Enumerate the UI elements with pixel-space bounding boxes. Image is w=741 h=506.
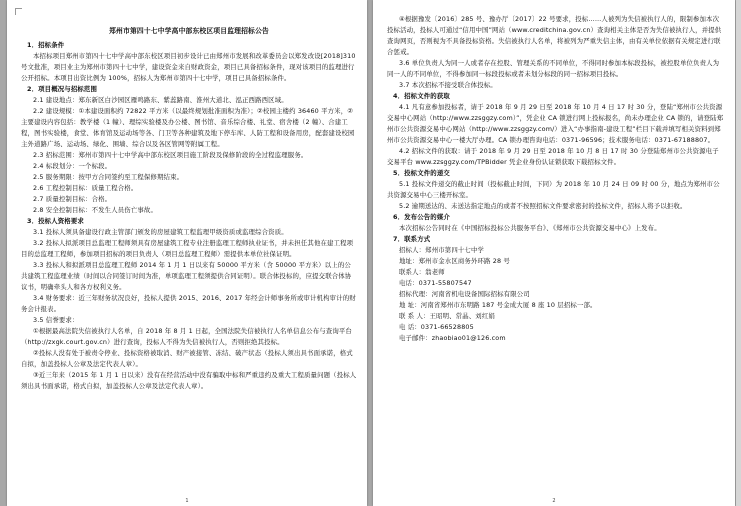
paragraph: 电 话：0371-66528805 [399,323,474,331]
vertical-scrollbar[interactable] [736,0,741,506]
page-number: 1 [185,498,189,504]
paragraph: 2.7 质量控制目标：合格。 [33,195,112,203]
paragraph: 联系人：翁老师 [399,268,445,276]
paragraph: 3.6 单位负责人为同一人或者存在控股、管理关系的不同单位，不得同时参加本标段投标，被控股单位负责人为同一人的不同单位，不得参加同一标段投标或者未划分标段的同一招标项目投标。 [387,59,720,78]
paragraph: ②投标人没有处于被责令停业、投标资格被取消、财产被接管、冻结、破产状态（投标人须出具书面承诺，格式自拟，加盖投标人公章及法定代表人章）。 [21,349,353,368]
paragraph: 招标人：郑州市第四十七中学 [399,246,485,254]
paragraph: 地址：郑州市金水区商务外环路 28 号 [399,257,510,265]
paragraph: 5.1 投标文件递交的截止时间（投标截止时间，下同）为 2018 年 10 月 24 日 09 时 00 分，地点为郑州市公共资源交易中心三楼开标室。 [387,180,720,199]
paragraph: 2.6 工程控制目标：质量工程合格。 [33,184,138,192]
paragraph: 3.7 本次招标不接受联合体投标。 [399,81,497,89]
paragraph: ①根据最高法院失信被执行人名单，自 2018 年 8 月 1 日起，全国法院失信被执行人名单信息公布与查询平台（http://zxgk.court.gov.cn）进行查询，投标人不得为失信被执行人，否则拒绝其投标。 [21,327,352,346]
page-number: 2 [552,498,556,504]
document-page-2 [373,0,735,506]
paragraph: 3.3 投标人和拟派项目总监理工程师 2014 年 1 月 1 日以来有 50000 平方米（含 50000 平方米）以上的公共建筑工程监理业绩（时间以合同签订时间为准，单项监理工程须提供合同证明）。联合体投标的，应提交联合体协议书，明确牵头人和各方权利义务。 [21,261,352,291]
paragraph: 3.5 信誉要求： [33,316,79,324]
paragraph: 本次招标公告同时在《中国招标投标公共服务平台》、《郑州市公共资源交易中心》上发布。 [399,224,661,232]
paragraph: 3.1 投标人须具备建设行政主管部门颁发的房屋建筑工程监理甲级资质或监理综合资质。 [33,228,288,236]
section-heading: 6．发布公告的媒介 [393,213,450,221]
paragraph: 3.4 财务要求：近三年财务状况良好，投标人提供 2015、2016、2017 年经会计师事务所或审计机构审计的财务会计报表。 [21,294,356,313]
section-heading: 3．投标人资格要求 [27,217,84,225]
paragraph: 2.8 安全控制目标：不发生人员伤亡事故。 [33,206,157,214]
paragraph: 电子邮件：zhaobiao01@126.com [399,334,506,342]
paragraph: 2.4 标段划分：一个标段。 [33,162,112,170]
section-heading: 5．投标文件的递交 [393,169,450,177]
section-heading: 4．招标文件的获取 [393,92,450,100]
paragraph: 2.2 建设规模：①本建设面积约 72822 平方米（以最终规划批准面积为准）；②校园主楼约 36460 平方米，②主要建设内容包括：教学楼（1 幢）、理综实验楼及办公楼、图书馆、音乐综合楼、礼堂、宿舍楼（2 幢）、合建工程，图书实验楼，食堂、体育馆及运动场等各、门卫等各种建筑及地下停车库、人防工程和设备用房，配套建设校园主外道路广场、运动场、绿化、围墙、综合以及各区管网等附属工程。 [21,107,355,148]
paragraph: ③近三年来（2015 年 1 月 1 日以来）没有在经营活动中没有骗取中标和严重违约及重大工程质量问题（投标人须出具书面承诺，格式自拟，加盖投标人公章及法定代表人章）。 [21,371,357,390]
section-heading: 7．联系方式 [393,235,431,243]
paragraph: 4.2 招标文件的获取：请于 2018 年 9 月 29 日至 2018 年 10 月 8 日 17 时 30 分登陆郑州市公共资源电子交易平台 www.zzsggzy.com/TPBidder 凭企业身份认证锁获取下载招标文件。 [387,147,719,166]
page-2-content [387,14,725,494]
section-heading: 2．项目概况与招标范围 [27,85,98,93]
document-page-1 [7,0,367,506]
paragraph: 5.2 逾期送达的、未送达指定地点的或者不按照招标文件要求密封的投标文件，招标人将予以拒收。 [399,202,687,210]
paragraph: 招标代理：河南省机电设备国际招标有限公司 [399,290,530,298]
section-heading: 1．招标条件 [27,41,65,49]
paragraph: ④根据豫发〔2016〕285 号、豫办厅〔2017〕22 号要求，投标……人被列为失信被执行人的，限制参加本次投标活动，投标人可通过“信用中国”网站（www.creditchina.gov.cn）查询相关主体是否为失信被执行人，并提供查询网页，否则视为不具备投标资格。失信被执行人名单，将被列为严重失信主体，由有关单位依据有关规定进行联合惩戒。 [387,15,722,56]
paragraph: 4.1 凡有意参加投标者，请于 2018 年 9 月 29 日至 2018 年 10 月 4 日 17 时 30 分，登陆“郑州市公共资源交易中心网站（http://www.zzsggzy.com）”，凭企业 CA 锁进行网上投标报名，尚未办理企业 CA 锁的，请登陆郑州市公共资源交易中心网站（http://www.zzsggzy.com/）进入“办事指南-建设工程”栏目下载并填写相关资料到郑州市公共资源交易中心一楼大厅办理。CA 锁办理咨询电话：0371-96596；技术服务电话：0371-67188807。 [387,103,724,144]
paragraph: 2.1 建设地点：郑东新区白沙园区雁鸣路东、紫蕊路南、淮州大道北、泓正西路西区域。 [33,96,288,104]
document-title: 郑州市第四十七中学高中部东校区项目监理招标公告 [109,27,269,35]
paragraph: 2.5 服务期限：按甲方合同签约至工程保修期结束。 [33,173,184,181]
paragraph: 联 系 人：王昭明、常晶、刘红娟 [399,312,495,320]
paragraph: 电话：0371-55807547 [399,279,472,287]
paragraph: 本招标项目郑州市第四十七中学高中部东校区项目初步设计已由郑州市发展和改革委员会以郑发改设[2018]310 号文批准，项目业主为郑州市第四十七中学，建设资金来自财政资金，项目已具备招标条件，现对该项目的监理进行公开招标。本项目出资比例为 100%，招标人为郑州市第四十七中学，项目已具备招标条件。 [21,52,356,82]
paragraph: 2.3 招标范围：郑州市第四十七中学高中部东校区项目施工阶段及保修阶段的全过程监理服务。 [33,151,308,159]
paragraph: 地 址：河南省郑州市东明路 187 号金成大厦 8 座 10 层招标一部。 [399,301,597,309]
paragraph: 3.2 投标人拟派项目总监理工程师须具有房屋建筑工程专业注册监理工程师执业证书，并未担任其他在建工程项目的总监理工程师，参加项目招标的项目负责人（项目总监理工程师）需提供本单位社保证明。 [21,239,354,258]
page-1-content [21,14,357,494]
